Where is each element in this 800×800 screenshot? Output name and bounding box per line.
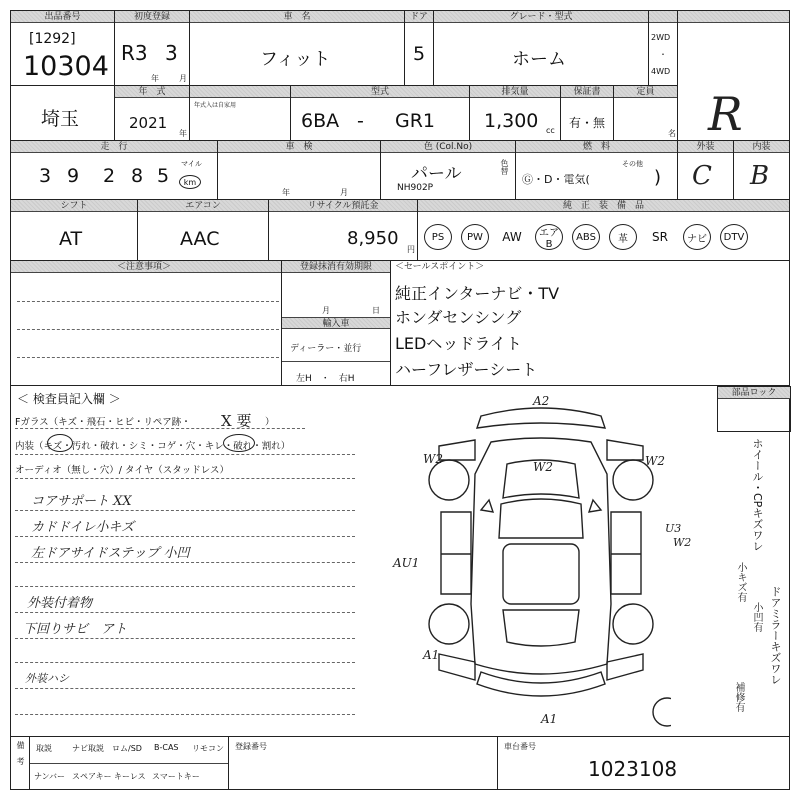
displacement-cell xyxy=(469,85,561,141)
acc-smart: スマートキー xyxy=(152,772,200,781)
note-line xyxy=(15,536,355,537)
wheel-rear-left xyxy=(429,604,469,644)
side-note: ドアミラーキズワレ xyxy=(769,586,782,685)
import-type: ディーラー・並行 xyxy=(290,344,362,354)
damage-mark-w2-left-front: W2 xyxy=(423,452,443,466)
sales-points-header: ＜セールスポイント＞ xyxy=(391,261,489,273)
prefecture: 埼玉 xyxy=(41,108,80,130)
inspector-header: ＜ 検査員記入欄 ＞ xyxy=(17,392,121,406)
model-header: 型式 xyxy=(291,86,469,98)
fuel-options: Ⓖ・D・電気( xyxy=(522,173,590,186)
shift-value: AT xyxy=(59,228,83,250)
wd-2wd: 2WD xyxy=(651,33,671,42)
audio-tire-line: オーディオ（無し・穴）/ タイヤ（スタッドレス） xyxy=(15,465,229,476)
windshield-outline xyxy=(499,499,583,538)
fender-rear-left xyxy=(439,654,475,680)
capacity-header: 定員 xyxy=(614,86,677,98)
fuel-header: 燃 料 xyxy=(516,141,677,153)
capacity-unit: 名 xyxy=(668,129,676,138)
color-header: 色 (Col.No) xyxy=(381,141,515,153)
wd-header xyxy=(649,11,677,23)
aircon-value: AAC xyxy=(180,228,220,250)
inspection-year-unit: 年 xyxy=(282,188,290,197)
doors-header: ドア xyxy=(405,11,433,23)
warranty-header: 保証書 xyxy=(561,86,613,98)
car-damage-diagram xyxy=(411,394,671,734)
damage-mark-au1: AU1 xyxy=(393,556,420,570)
acc-navi: ナビ取説 xyxy=(72,744,104,753)
recycle-value: 8,950 xyxy=(347,228,399,249)
chassis-number-label: 車台番号 xyxy=(504,742,536,751)
acc-bcas: B-CAS xyxy=(154,743,179,752)
shift-header: シフト xyxy=(11,200,137,212)
warranty-cell xyxy=(560,85,614,141)
mileage-digit: 5 xyxy=(157,165,170,187)
displacement-value: 1,300 xyxy=(484,110,539,132)
note-line xyxy=(15,714,355,715)
interior-cell xyxy=(733,140,790,200)
note-line xyxy=(15,562,355,563)
notes-cell xyxy=(10,260,282,386)
import-divider xyxy=(282,361,390,362)
rear-bumper-outline xyxy=(477,672,605,696)
equipment-item: SR xyxy=(652,230,668,244)
handle-side: 左H ・ 右H xyxy=(296,374,355,384)
equipment-header: 純 正 装 備 品 xyxy=(418,200,789,212)
equipment-item: AW xyxy=(502,230,522,244)
grade-header: グレード・型式 xyxy=(434,11,648,23)
equipment-cell xyxy=(417,199,790,261)
fender-front-right xyxy=(607,440,643,460)
side-note: 小キズ有 xyxy=(735,562,746,602)
acc-divider xyxy=(30,763,228,764)
acc-remote: リモコン xyxy=(192,744,224,753)
fender-front-left xyxy=(439,440,475,460)
model-year-header: 年 式 xyxy=(115,86,189,98)
front-bumper-outline xyxy=(477,408,605,428)
parts-lock-header: 部品ロック xyxy=(718,387,790,399)
fender-rear-right xyxy=(607,654,643,680)
import-header: 輸入車 xyxy=(282,317,390,329)
aircon-cell xyxy=(137,199,269,261)
note-line xyxy=(15,638,355,639)
exterior-cell xyxy=(677,140,734,200)
interior-circle-mark xyxy=(223,434,255,452)
first-reg-month: 3 xyxy=(165,41,178,65)
capacity-cell xyxy=(613,85,678,141)
acc-rom: ロム/SD xyxy=(112,744,142,753)
mirror-left xyxy=(481,500,493,512)
notes-line xyxy=(17,301,279,302)
mileage-digit: 8 xyxy=(131,165,144,187)
reg-number-cell xyxy=(228,736,498,790)
car-name: フィット xyxy=(260,49,331,70)
displacement-header: 排気量 xyxy=(470,86,560,98)
audio-underline xyxy=(15,478,355,479)
inspector-note: 下回りサビ アト xyxy=(23,622,128,637)
inspection-header: 車 検 xyxy=(218,141,380,153)
notes-line xyxy=(17,357,279,358)
accessory-grid xyxy=(29,736,229,790)
aircon-header: エアコン xyxy=(138,200,268,212)
score-cell xyxy=(677,10,790,141)
model-code: GR1 xyxy=(395,110,436,132)
model-year-unit: 年 xyxy=(179,129,187,138)
interior-grade: B xyxy=(750,161,770,191)
damage-mark-w2-right-front: W2 xyxy=(645,454,665,468)
inspection-month-unit: 月 xyxy=(340,188,348,197)
car-name-header: 車 名 xyxy=(190,11,404,23)
door-right xyxy=(611,512,641,594)
lot-header: 出品番号 xyxy=(11,11,114,23)
glass-underline xyxy=(15,428,305,429)
grade-cell xyxy=(433,10,649,86)
mileage-digit: 9 xyxy=(67,165,80,187)
rear-window-outline xyxy=(503,610,579,646)
lot-number: 10304 xyxy=(23,51,109,82)
sales-points-cell xyxy=(390,260,790,386)
damage-mark-w2-right-door: W2 xyxy=(673,536,692,549)
side-note: 補修有 xyxy=(733,682,744,712)
score-header xyxy=(678,11,789,23)
doors-cell xyxy=(404,10,434,86)
interior-underline xyxy=(15,454,355,455)
damage-mark-a2: A2 xyxy=(533,394,550,408)
damage-mark-u3: U3 xyxy=(665,522,682,535)
glass-line-end: ） xyxy=(265,417,275,428)
color-code: NH902P xyxy=(397,183,434,193)
equipment-item: DTV xyxy=(720,224,748,250)
color-cell xyxy=(380,140,516,200)
lot-cell xyxy=(10,10,115,86)
lot-sub-number: [1292] xyxy=(29,31,76,47)
damage-mark-a1-left: A1 xyxy=(423,648,440,662)
reg-expiry-header: 登録抹消有効期限 xyxy=(282,261,390,273)
inspector-note: 外装ハシ xyxy=(25,672,69,685)
fuel-close: ) xyxy=(654,167,662,188)
overall-score: R xyxy=(708,87,743,141)
equipment-item: 革 xyxy=(609,224,637,250)
misc-label: 備 考 xyxy=(16,741,25,765)
mileage-unit-alt: マイル xyxy=(181,160,202,168)
model-prefix: 6BA xyxy=(301,110,340,132)
glass-mark: X 要 xyxy=(221,412,252,430)
roof-outline xyxy=(503,544,579,604)
interior-circle-mark xyxy=(47,434,73,452)
mileage-cell xyxy=(10,140,218,200)
notes-line xyxy=(17,329,279,330)
displacement-unit: cc xyxy=(546,126,555,135)
inspection-area xyxy=(10,385,790,737)
model-year: 2021 xyxy=(129,114,168,132)
recycle-cell xyxy=(268,199,418,261)
doors-value: 5 xyxy=(413,43,426,65)
sales-point: LEDヘッドライト xyxy=(395,334,522,353)
parts-lock-cell xyxy=(717,386,791,432)
first-reg-month-unit: 月 xyxy=(179,74,187,83)
mileage-digit: 2 xyxy=(103,165,116,187)
reg-expiry-day: 日 xyxy=(372,306,380,315)
wheel-front-left xyxy=(429,460,469,500)
sales-point: 純正インターナビ・TV xyxy=(395,284,560,303)
model-cell xyxy=(290,85,470,141)
mileage-unit-circled: km xyxy=(179,175,201,189)
interior-header: 内装 xyxy=(734,141,789,153)
first-reg-year-unit: 年 xyxy=(151,74,159,83)
equipment-item: ABS xyxy=(572,224,600,250)
acc-manual: 取説 xyxy=(36,744,52,753)
door-left xyxy=(441,512,471,594)
damage-mark-a1-rear: A1 xyxy=(541,712,558,726)
inspector-note: コアサポート XX xyxy=(31,494,132,509)
mileage-header: 走 行 xyxy=(11,141,217,153)
chassis-number-cell xyxy=(497,736,790,790)
side-note: ホイール・CPキズワレ xyxy=(751,438,764,552)
year-note-cell xyxy=(189,85,291,141)
inspection-cell xyxy=(217,140,381,200)
model-dash: - xyxy=(357,110,364,132)
first-reg-header: 初度登録 xyxy=(115,11,189,23)
year-note-header xyxy=(190,86,290,98)
recycle-unit: 円 xyxy=(407,245,415,254)
equipment-item: ナビ xyxy=(683,224,711,250)
mirror-right xyxy=(589,500,601,512)
reg-expiry-month: 月 xyxy=(322,306,330,315)
fuel-cell xyxy=(515,140,678,200)
note-line xyxy=(15,510,355,511)
note-line xyxy=(15,662,355,663)
exterior-header: 外装 xyxy=(678,141,733,153)
grade-value: ホーム xyxy=(512,49,566,70)
notes-header: ＜注意事項＞ xyxy=(11,261,281,273)
warranty-value: 有・無 xyxy=(569,116,606,130)
prefecture-cell xyxy=(10,85,115,141)
equipment-item: エアB xyxy=(535,224,563,250)
color-name: パール xyxy=(411,164,462,184)
wd-cell xyxy=(648,10,678,86)
bottom-left-cell xyxy=(10,736,30,790)
inspector-note: カドドイレ小キズ xyxy=(31,520,135,535)
note-line xyxy=(15,688,355,689)
car-name-cell xyxy=(189,10,405,86)
interior-line: 内装（キズ・汚れ・破れ・シミ・コゲ・穴・キレ・破れ・割れ） xyxy=(15,441,291,452)
acc-keyless: キーレス xyxy=(114,772,146,781)
model-year-cell xyxy=(114,85,190,141)
year-note: 年式入は自家用 xyxy=(194,102,237,109)
note-line xyxy=(15,612,355,613)
wd-4wd: 4WD xyxy=(651,67,671,76)
exterior-grade: C xyxy=(692,161,712,191)
sales-point: ハーフレザーシート xyxy=(395,360,538,379)
equipment-item: PS xyxy=(424,224,452,250)
reg-expiry-cell xyxy=(281,260,391,386)
mileage-digit: 3 xyxy=(39,165,52,187)
recycle-header: リサイクル預託金 xyxy=(269,200,417,212)
first-reg-era: R3 xyxy=(121,41,148,65)
sales-point: ホンダセンシング xyxy=(395,308,522,327)
fuel-other: その他 xyxy=(622,160,643,168)
side-note: 小凹有 xyxy=(751,602,762,632)
damage-mark-w2-hood: W2 xyxy=(533,460,553,474)
color-side-label: 色替 xyxy=(500,159,509,175)
note-line xyxy=(15,586,355,587)
acc-number: ナンバー xyxy=(34,772,66,781)
inspector-note: 外装付着物 xyxy=(27,596,93,611)
acc-spare: スペアキー xyxy=(72,772,112,781)
inspector-note: 左ドアサイドステップ 小凹 xyxy=(31,546,190,561)
reg-number-label: 登録番号 xyxy=(235,742,267,751)
wd-dot: ・ xyxy=(659,50,667,59)
spare-tire-circle xyxy=(653,698,671,726)
chassis-number: 1023108 xyxy=(588,757,678,781)
equipment-item: PW xyxy=(461,224,489,250)
glass-line: Fガラス（キズ・飛石・ヒビ・リペア跡・ xyxy=(15,417,191,428)
first-reg-cell xyxy=(114,10,190,86)
shift-cell xyxy=(10,199,138,261)
wheel-rear-right xyxy=(613,604,653,644)
